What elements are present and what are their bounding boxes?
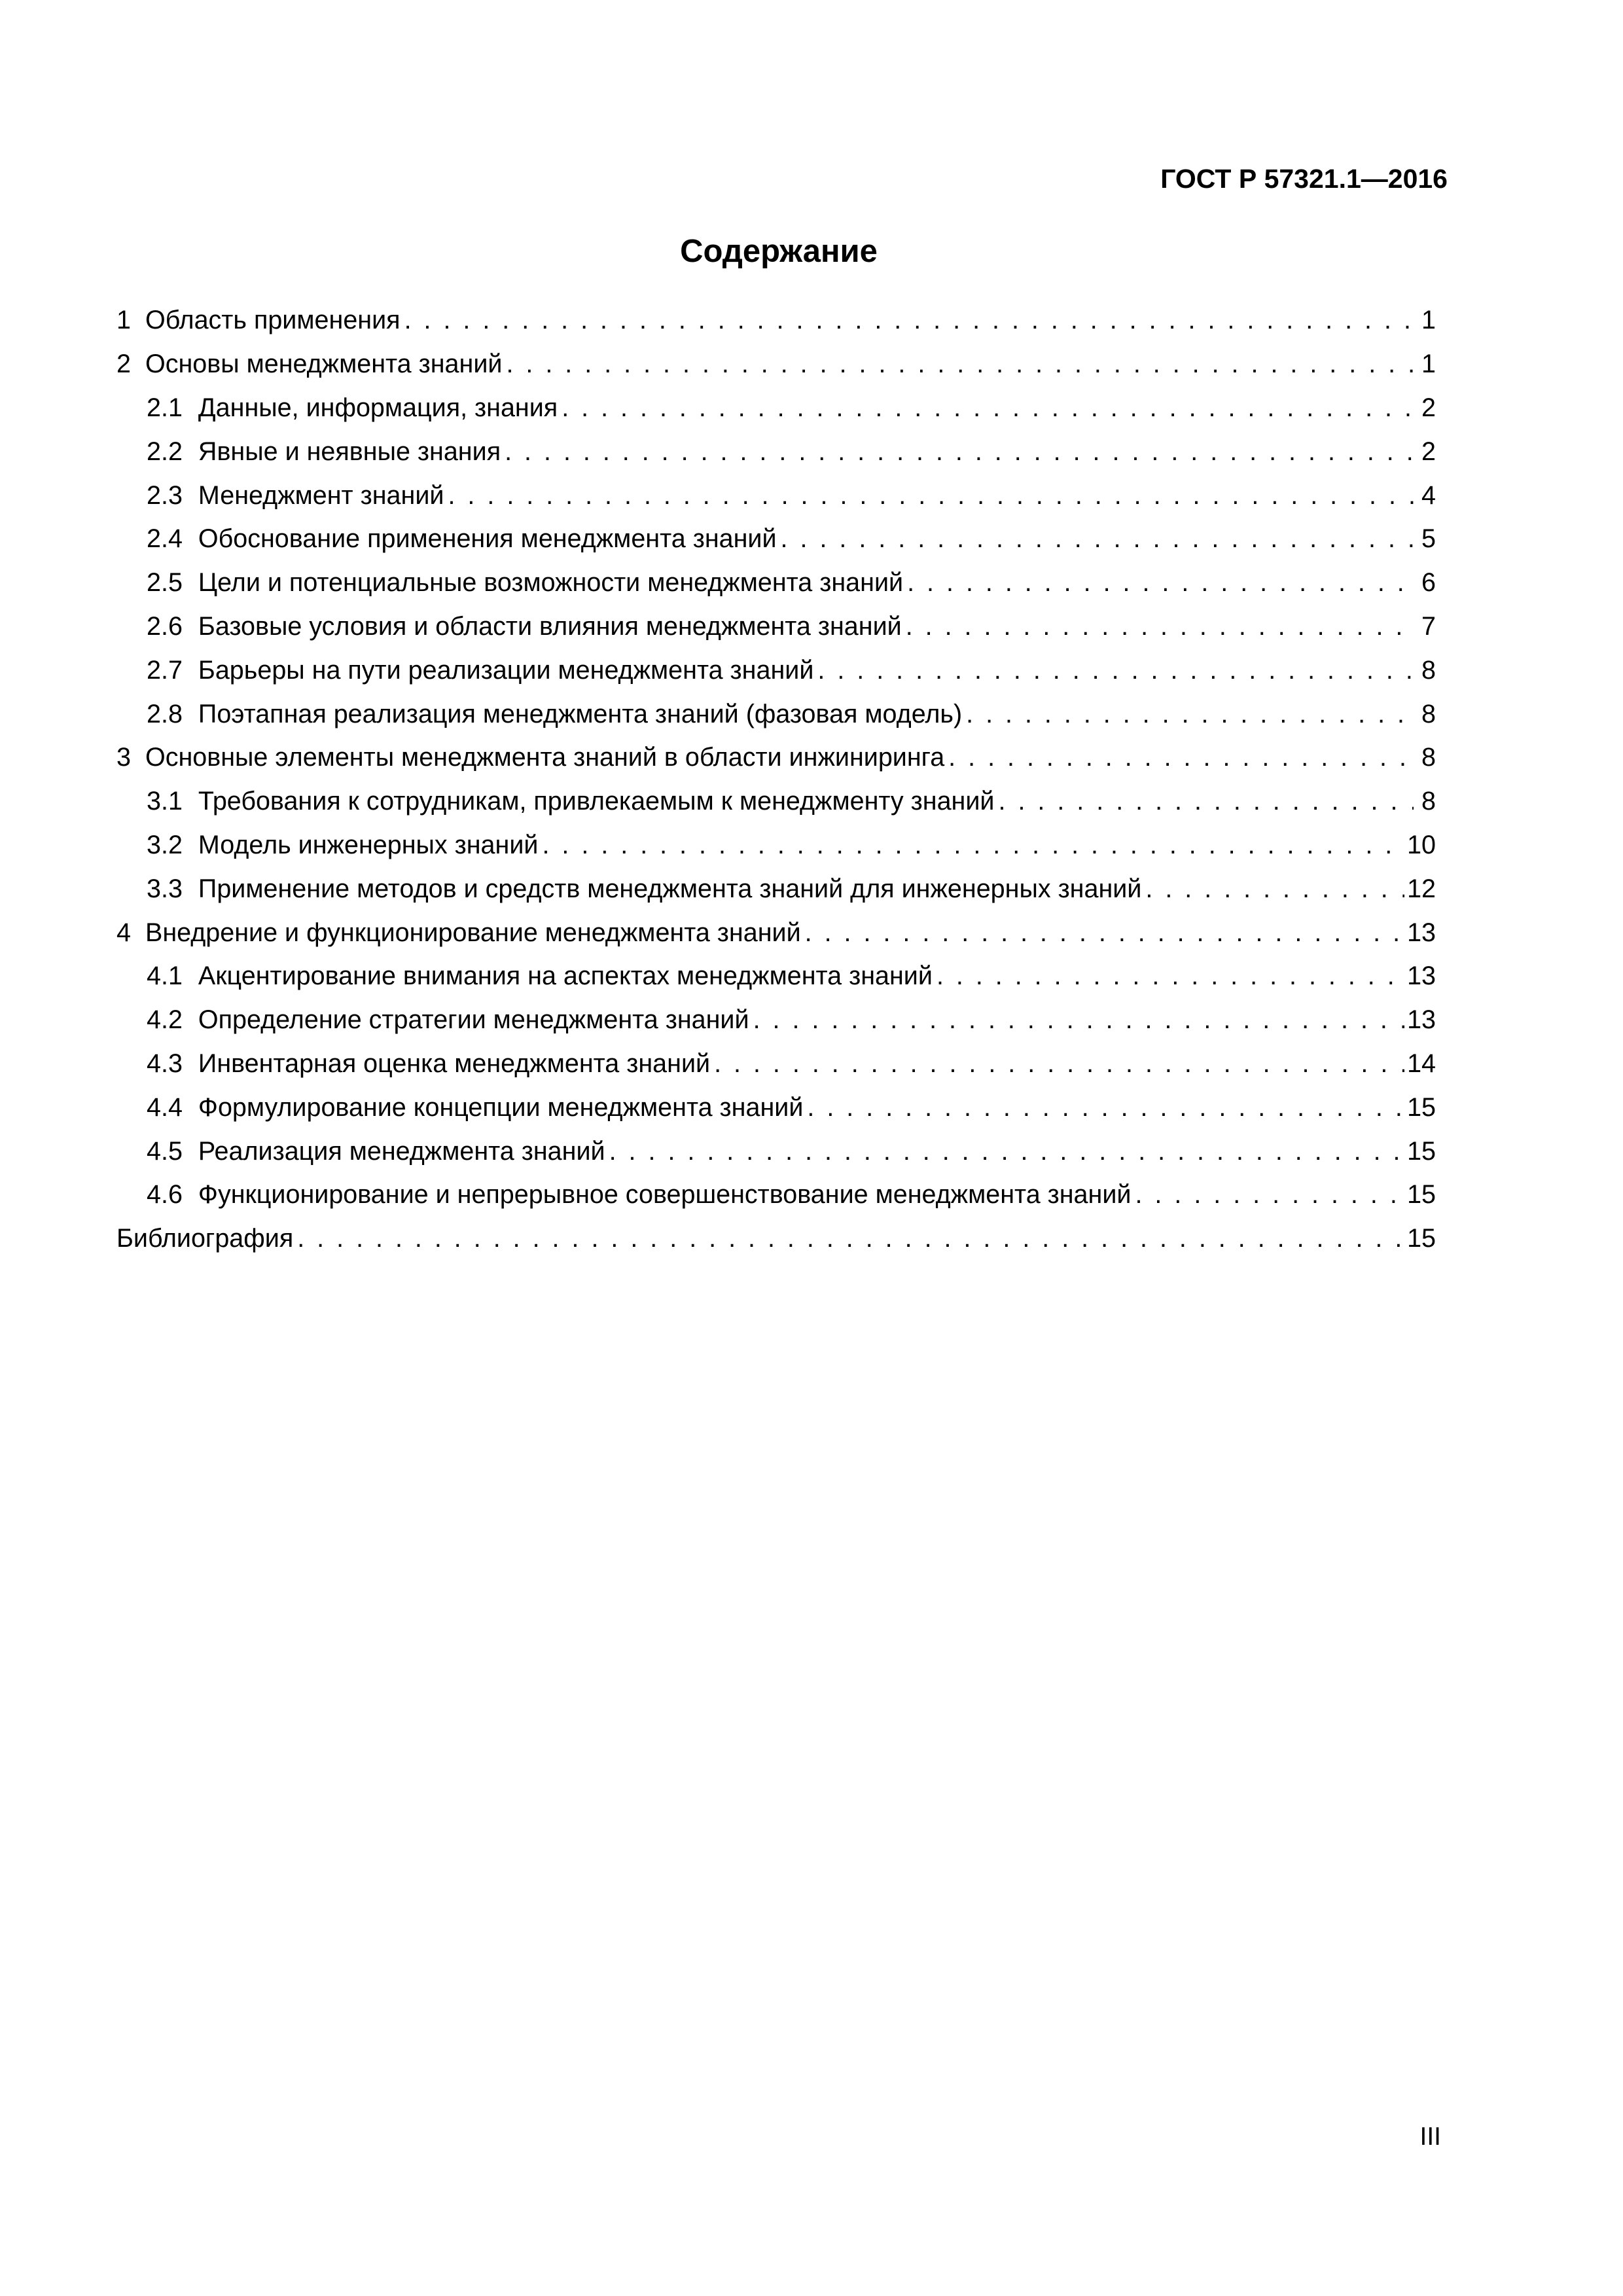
toc-entry-label: Основы менеджмента знаний bbox=[145, 350, 503, 379]
toc-entry-label: Определение стратегии менеджмента знаний bbox=[198, 1005, 749, 1035]
toc-entry-label: Основные элементы менеджмента знаний в области инжиниринга bbox=[145, 743, 945, 772]
toc-entry-page: 12 bbox=[1407, 874, 1436, 903]
toc-entry-page: 14 bbox=[1407, 1049, 1436, 1078]
toc-entry-label: Инвентарная оценка менеджмента знаний bbox=[198, 1049, 711, 1078]
toc-entry-number: 2 bbox=[116, 350, 131, 379]
toc-entry-page: 13 bbox=[1407, 1005, 1436, 1035]
toc-entry-page: 8 bbox=[1421, 743, 1436, 772]
toc-entry[interactable] bbox=[116, 648, 1436, 692]
toc-entry-label: Обоснование применения менеджмента знаний bbox=[198, 524, 777, 554]
toc-entry-number: 3.1 bbox=[147, 787, 183, 816]
page-title: Содержание bbox=[680, 234, 878, 269]
toc-entry[interactable] bbox=[116, 954, 1436, 998]
dot-leader bbox=[749, 1003, 1405, 1036]
toc-entry[interactable] bbox=[116, 342, 1436, 386]
document-code: ГОСТ Р 57321.1—2016 bbox=[1160, 164, 1448, 194]
toc-entry-page: 15 bbox=[1407, 1092, 1436, 1122]
dot-leader bbox=[444, 479, 1414, 512]
toc-entry-number: 2.5 bbox=[147, 568, 183, 598]
toc-entry[interactable] bbox=[116, 1129, 1436, 1173]
toc-entry[interactable] bbox=[116, 1085, 1436, 1129]
dot-leader bbox=[803, 1091, 1404, 1124]
dot-leader bbox=[538, 829, 1404, 861]
toc-entry-label: Менеджмент знаний bbox=[198, 480, 444, 510]
toc-entry-number: 2.6 bbox=[147, 611, 183, 641]
toc-entry-label: Реализация менеджмента знаний bbox=[198, 1136, 605, 1166]
dot-leader bbox=[558, 391, 1414, 424]
toc-entry-number: 2.7 bbox=[147, 655, 183, 685]
toc-entry[interactable] bbox=[116, 867, 1436, 910]
toc-entry-number: 2.2 bbox=[147, 437, 183, 466]
toc-entry-page: 13 bbox=[1407, 918, 1436, 947]
toc-entry-number: 4.3 bbox=[147, 1049, 183, 1078]
dot-leader bbox=[401, 304, 1414, 336]
toc-entry-number: 4 bbox=[116, 918, 131, 947]
dot-leader bbox=[903, 566, 1414, 599]
toc-entry-label: Область применения bbox=[145, 306, 401, 335]
dot-leader bbox=[1141, 872, 1404, 905]
toc-entry-number: 4.2 bbox=[147, 1005, 183, 1035]
toc-entry-page: 2 bbox=[1421, 393, 1436, 422]
toc-entry-number: 4.1 bbox=[147, 961, 183, 991]
toc-entry-number: 2.4 bbox=[147, 524, 183, 554]
toc-entry-page: 7 bbox=[1421, 611, 1436, 641]
toc-entry-page: 10 bbox=[1407, 830, 1436, 859]
toc-entry[interactable] bbox=[116, 736, 1436, 780]
toc-entry-page: 4 bbox=[1421, 480, 1436, 510]
toc-entry-page: 8 bbox=[1421, 655, 1436, 685]
dot-leader bbox=[501, 435, 1414, 468]
toc-entry-label: Внедрение и функционирование менеджмента знаний bbox=[145, 918, 801, 947]
toc-entry[interactable] bbox=[116, 561, 1436, 605]
toc-entry-label: Поэтапная реализация менеджмента знаний (фазовая модель) bbox=[198, 699, 963, 728]
dot-leader bbox=[995, 785, 1414, 817]
toc-entry-page: 1 bbox=[1421, 350, 1436, 379]
dot-leader bbox=[933, 960, 1404, 992]
toc-entry-number: 2.1 bbox=[147, 393, 183, 422]
toc-entry[interactable] bbox=[116, 517, 1436, 561]
toc-entry-page: 15 bbox=[1407, 1180, 1436, 1210]
dot-leader bbox=[902, 610, 1414, 643]
toc-entry[interactable] bbox=[116, 605, 1436, 649]
dot-leader bbox=[293, 1222, 1404, 1255]
toc-entry-page: 8 bbox=[1421, 699, 1436, 728]
dot-leader bbox=[502, 348, 1414, 380]
toc-entry[interactable] bbox=[116, 910, 1436, 954]
toc-entry-label: Акцентирование внимания на аспектах менеджмента знаний bbox=[198, 961, 933, 991]
dot-leader bbox=[710, 1047, 1404, 1080]
toc-entry-number: 3.3 bbox=[147, 874, 183, 903]
toc-entry[interactable] bbox=[116, 298, 1436, 342]
toc-entry-page: 6 bbox=[1421, 568, 1436, 598]
toc-entry-page: 15 bbox=[1407, 1136, 1436, 1166]
table-of-contents bbox=[116, 298, 1436, 1261]
toc-entry-number: 4.4 bbox=[147, 1092, 183, 1122]
toc-entry[interactable] bbox=[116, 692, 1436, 736]
toc-entry-page: 15 bbox=[1407, 1224, 1436, 1253]
dot-leader bbox=[962, 698, 1414, 730]
toc-entry-number: 1 bbox=[116, 306, 131, 335]
toc-entry[interactable] bbox=[116, 429, 1436, 473]
toc-entry-page: 2 bbox=[1421, 437, 1436, 466]
toc-entry[interactable] bbox=[116, 823, 1436, 867]
toc-entry-label: Применение методов и средств менеджмента знаний для инженерных знаний bbox=[198, 874, 1142, 903]
toc-entry-label: Библиография bbox=[116, 1224, 294, 1253]
toc-entry-label: Формулирование концепции менеджмента знаний bbox=[198, 1092, 804, 1122]
dot-leader bbox=[777, 522, 1414, 555]
dot-leader bbox=[1131, 1178, 1404, 1211]
toc-entry-page: 5 bbox=[1421, 524, 1436, 554]
toc-entry-number: 3.2 bbox=[147, 830, 183, 859]
toc-entry[interactable] bbox=[116, 1217, 1436, 1261]
toc-entry-number: 3 bbox=[116, 743, 131, 772]
toc-entry-page: 8 bbox=[1421, 787, 1436, 816]
dot-leader bbox=[801, 916, 1404, 949]
toc-entry[interactable] bbox=[116, 1042, 1436, 1086]
toc-entry[interactable] bbox=[116, 780, 1436, 823]
toc-entry-label: Базовые условия и области влияния менеджмента знаний bbox=[198, 611, 902, 641]
toc-entry-label: Явные и неявные знания bbox=[198, 437, 501, 466]
dot-leader bbox=[944, 741, 1414, 774]
toc-entry[interactable] bbox=[116, 1173, 1436, 1217]
toc-entry[interactable] bbox=[116, 998, 1436, 1042]
toc-entry-page: 13 bbox=[1407, 961, 1436, 991]
toc-entry-number: 2.3 bbox=[147, 480, 183, 510]
toc-entry[interactable] bbox=[116, 473, 1436, 517]
toc-entry-label: Барьеры на пути реализации менеджмента знаний bbox=[198, 655, 814, 685]
dot-leader bbox=[813, 654, 1414, 687]
toc-entry-label: Цели и потенциальные возможности менеджмента знаний bbox=[198, 568, 904, 598]
page-number: III bbox=[1419, 2123, 1441, 2151]
toc-entry-label: Данные, информация, знания bbox=[198, 393, 558, 422]
toc-entry-number: 4.6 bbox=[147, 1180, 183, 1210]
toc-entry-label: Функционирование и непрерывное совершенствование менеджмента знаний bbox=[198, 1180, 1132, 1210]
toc-entry-number: 4.5 bbox=[147, 1136, 183, 1166]
dot-leader bbox=[605, 1135, 1404, 1168]
toc-entry-number: 2.8 bbox=[147, 699, 183, 728]
toc-entry-page: 1 bbox=[1421, 306, 1436, 335]
toc-entry-label: Модель инженерных знаний bbox=[198, 830, 539, 859]
toc-entry-label: Требования к сотрудникам, привлекаемым к менеджменту знаний bbox=[198, 787, 995, 816]
toc-entry[interactable] bbox=[116, 386, 1436, 430]
